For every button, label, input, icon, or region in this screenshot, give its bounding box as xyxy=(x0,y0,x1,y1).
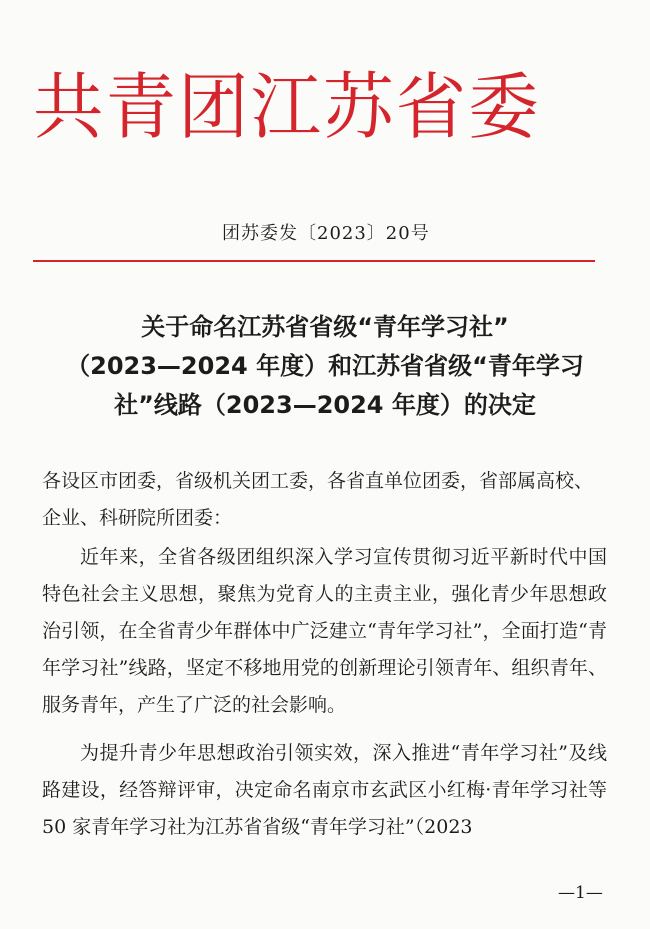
issuer-header: 共青团江苏省委 xyxy=(33,65,541,149)
document-title xyxy=(40,308,610,425)
title-line: 关于命名江苏省省级“青年学习社” xyxy=(141,313,509,341)
document-number: 团苏委发〔2023〕20号 xyxy=(222,223,430,244)
body-paragraph: 近年来，全省各级团组织深入学习宣传贯彻习近平新时代中国特色社会主义思想，聚焦为党育人的主责主业，强化青少年思想政治引领，在全省青少年群体中广泛建立“青年学习社”，全面打造“青年学习社”线路，坚定不移地用党的创新理论引领青年、组织青年、服务青年，产生了广泛的社会影响。 xyxy=(42,546,607,716)
page-number: —1— xyxy=(558,883,603,903)
title-line: 社”线路（2023—2024 年度）的决定 xyxy=(114,391,536,419)
recipients: 各设区市团委，省级机关团工委，各省直单位团委，省部属高校、企业、科研院所团委： xyxy=(42,470,594,529)
body-paragraph: 为提升青少年思想政治引领实效，深入推进“青年学习社”及线路建设，经答辩评审，决定命名南京市玄武区小红梅·青年学习社等 50 家青年学习社为江苏省省级“青年学习社”（2023 xyxy=(42,742,607,838)
title-line: （2023—2024 年度）和江苏省省级“青年学习 xyxy=(66,352,584,380)
red-divider-line xyxy=(33,260,595,262)
